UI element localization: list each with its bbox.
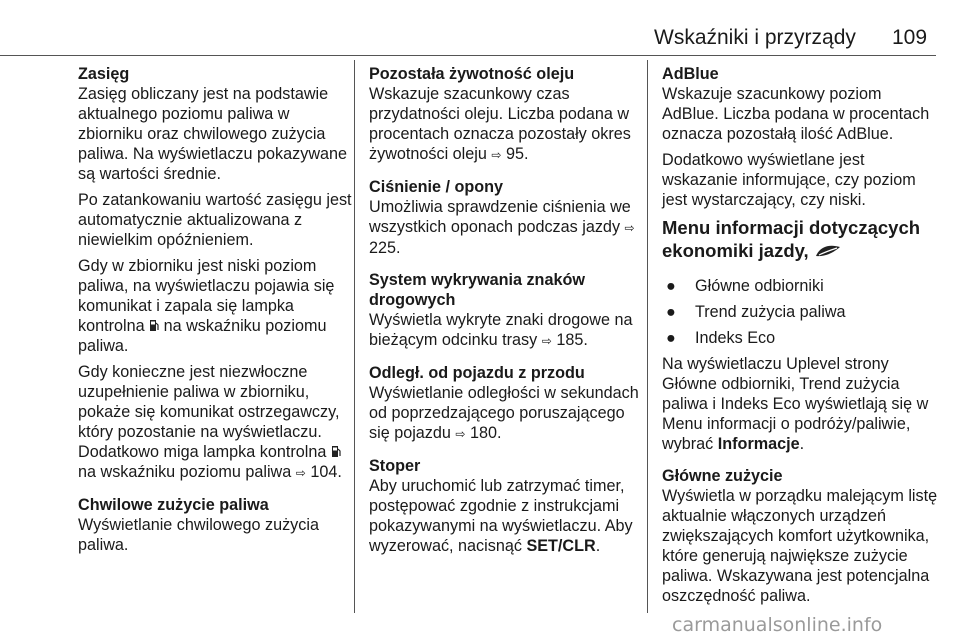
column-divider-1 xyxy=(354,60,355,613)
heading-traffic-sign: System wykrywania znaków drogowych xyxy=(369,271,585,309)
heading-range: Zasięg xyxy=(78,65,130,83)
reference-arrow-icon: ⇨ xyxy=(624,221,635,235)
list-item: ● Trend zużycia paliwa xyxy=(662,302,938,322)
paragraph-traffic-sign: Wyświetla wykryte znaki drogowe na bieżącym odcinku trasy ⇨ 185. xyxy=(369,311,633,349)
page-reference[interactable]: 95. xyxy=(505,145,529,163)
heading-following-distance: Odległ. od pojazdu z przodu xyxy=(369,364,585,382)
page-reference[interactable]: 104. xyxy=(310,463,342,481)
column-divider-2 xyxy=(647,60,648,613)
key-set-clr: SET/CLR xyxy=(526,537,596,555)
key-informacje: Informacje xyxy=(717,435,800,453)
heading-instant-consumption: Chwilowe zużycie paliwa xyxy=(78,496,269,514)
leaf-icon xyxy=(814,243,842,259)
list-item: ● Indeks Eco xyxy=(662,328,938,348)
paragraph-following-distance: Wyświetlanie odległości w sekundach od poprzedzającego poruszającego się pojazdu ⇨ 180. xyxy=(369,384,639,442)
paragraph-eco-menu: Na wyświetlaczu Uplevel strony Główne odbiorniki, Trend zużycia paliwa i Indeks Eco wyświetlają się w Menu informacji o podróży/paliwie, wybrać Informacje. xyxy=(662,355,929,453)
reference-arrow-icon: ⇨ xyxy=(491,148,502,162)
fuel-pump-icon xyxy=(331,445,341,458)
list-item: ● Główne odbiorniki xyxy=(662,276,938,296)
paragraph-range-2: Po zatankowaniu wartość zasięgu jest automatycznie aktualizowana z niewielkim opóźnieniem. xyxy=(78,191,352,249)
watermark: carmanualsonline.info xyxy=(672,614,883,636)
heading-main-consumers: Główne zużycie xyxy=(662,467,783,485)
paragraph-main-consumers: Wyświetla w porządku malejącym listę aktualnie włączonych urządzeń zwiększających komfort użytkownika, które generują największe zużycie paliwa. Wskazywana jest potencjalna oszczędność paliwa. xyxy=(662,487,938,605)
page-reference[interactable]: 180. xyxy=(469,424,502,442)
paragraph-tire-pressure: Umożliwia sprawdzenie ciśnienia we wszystkich oponach podczas jazdy ⇨ 225. xyxy=(369,198,635,257)
bullet: ● xyxy=(666,303,676,321)
heading-oil-life: Pozostała żywotność oleju xyxy=(369,65,575,83)
reference-arrow-icon: ⇨ xyxy=(455,427,466,441)
column-3 xyxy=(662,64,938,612)
paragraph-range-3: Gdy w zbiorniku jest niski poziom paliwa, na wyświetlaczu pojawia się komunikat i zapala się lampka kontrolna na wskaźniku poziomu paliwa. xyxy=(78,257,335,355)
bullet: ● xyxy=(666,277,676,295)
paragraph-range-1: Zasięg obliczany jest na podstawie aktualnego poziomu paliwa w zbiorniku oraz chwilowego zużycia paliwa. Na wyświetlaczu pokazywane są wartości średnie. xyxy=(78,85,348,183)
bullet: ● xyxy=(666,329,676,347)
column-2 xyxy=(369,64,647,562)
heading-eco-menu: Menu informacji dotyczących ekonomiki jazdy, xyxy=(662,217,921,261)
paragraph-adblue-1: Wskazuje szacunkowy poziom AdBlue. Liczba podana w procentach oznacza pozostałą ilość AdBlue. xyxy=(662,85,930,143)
page-reference[interactable]: 185. xyxy=(556,331,588,349)
heading-adblue: AdBlue xyxy=(662,65,719,83)
paragraph-timer: Aby uruchomić lub zatrzymać timer, postępować zgodnie z instrukcjami pokazywanymi na wyświetlaczu. Aby wyzerować, nacisnąć SET/CLR. xyxy=(369,477,633,555)
fuel-pump-icon xyxy=(149,319,159,332)
page-reference[interactable]: 225. xyxy=(369,239,401,257)
page-number: 109 xyxy=(892,26,928,49)
heading-timer: Stoper xyxy=(369,457,421,475)
paragraph-range-4: Gdy konieczne jest niezwłoczne uzupełnienie paliwa w zbiorniku, pokaże się komunikat ostrzegawczy, który pozostanie na wyświetlaczu. Dodatkowo miga lampka kontrolna na wskaźniku poziomu paliwa ⇨ 104. xyxy=(78,363,342,481)
paragraph-adblue-2: Dodatkowo wyświetlane jest wskazanie informujące, czy poziom jest wystarczający, czy niski. xyxy=(662,151,916,209)
paragraph-instant-consumption: Wyświetlanie chwilowego zużycia paliwa. xyxy=(78,516,319,554)
reference-arrow-icon: ⇨ xyxy=(295,466,306,480)
header-rule xyxy=(0,55,936,56)
reference-arrow-icon: ⇨ xyxy=(541,334,552,348)
heading-tire-pressure: Ciśnienie / opony xyxy=(369,178,504,196)
page-title: Wskaźniki i przyrządy xyxy=(654,26,856,49)
page-header xyxy=(0,0,960,60)
paragraph-oil-life: Wskazuje szacunkowy czas przydatności oleju. Liczba podana w procentach oznacza pozostały okres żywotności oleju ⇨ 95. xyxy=(369,85,631,163)
column-1 xyxy=(78,64,354,561)
